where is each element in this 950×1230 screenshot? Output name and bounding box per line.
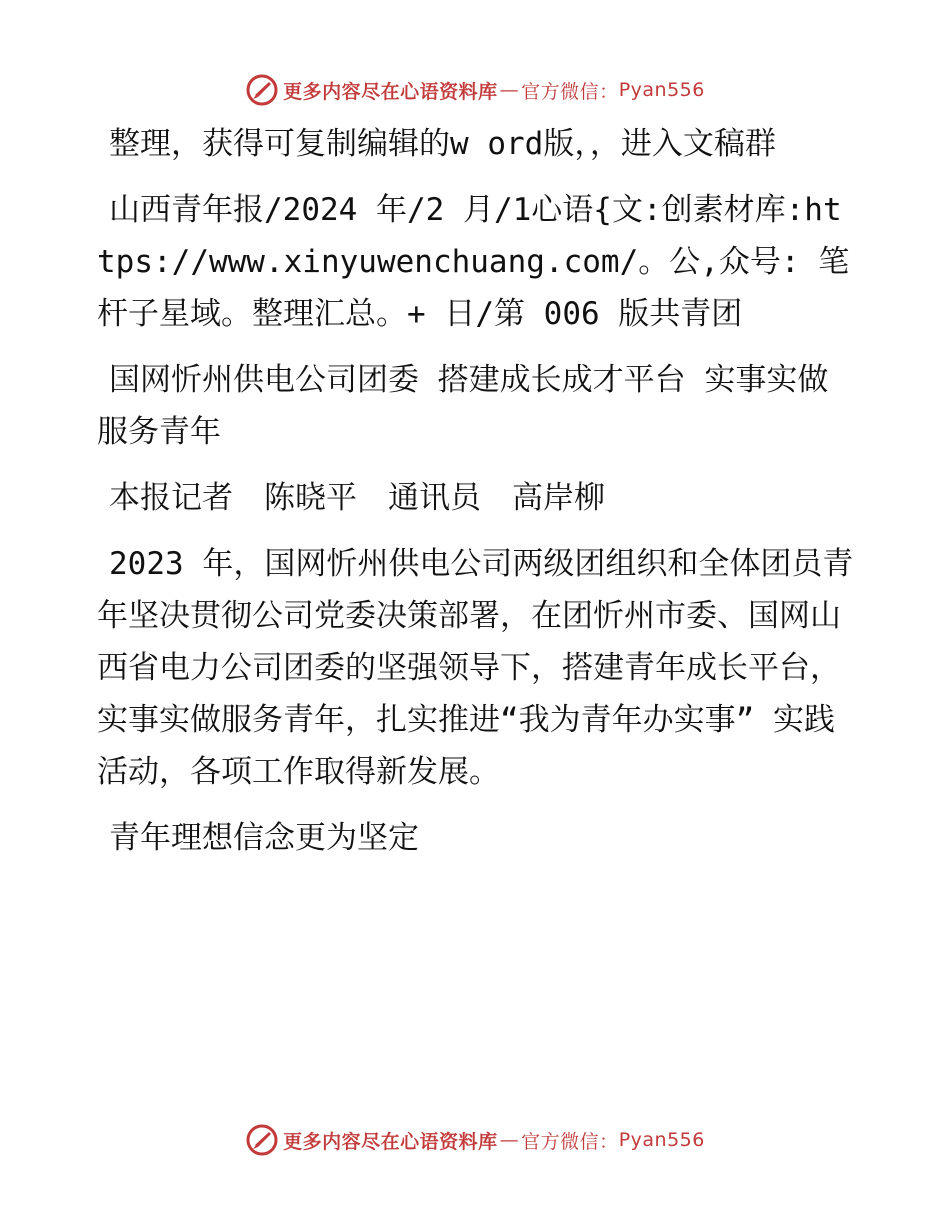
banner-wechat-id: Pyan556 [618,79,705,101]
paragraph-source: 山西青年报/2024 年/2 月/1心语{文:创素材库:https://www.xinyuwenchuang.com/。公,众号: 笔杆子星域。整理汇总。+ 日/第 006 版共青团 [97,192,850,332]
section-heading: 青年理想信念更为坚定 [109,820,419,856]
watermark-banner-bottom [0,1120,950,1160]
article-byline: 本报记者 陈晓平 通讯员 高岸柳 [109,480,605,516]
brand-logo-icon [245,1123,279,1157]
banner-label: 官方微信： [521,80,619,103]
paragraph-intro: 整理，获得可复制编辑的w ord版，，进入文稿群 [109,126,776,162]
brand-logo-icon [245,73,279,107]
banner-brand-text: 更多内容尽在心语资料库 [283,80,498,103]
paragraph-body: 2023 年，国网忻州供电公司两级团组织和全体团员青年坚决贯彻公司党委决策部署，在团忻州市委、国网山西省电力公司团委的坚强领导下，搭建青年成长平台，实事实做服务青年，扎实推进“我为青年办实事” 实践活动，各项工作取得新发展。 [97,546,854,790]
document-body [97,118,857,878]
banner-wechat-id: Pyan556 [618,1129,705,1151]
banner-brand-text: 更多内容尽在心语资料库 [283,1130,498,1153]
article-headline: 国网忻州供电公司团委 搭建成长成才平台 实事实做服务青年 [97,362,829,450]
banner-dash: — [499,79,520,101]
banner-dash: — [499,1129,520,1151]
watermark-banner-top [0,70,950,110]
banner-label: 官方微信： [521,1130,619,1153]
